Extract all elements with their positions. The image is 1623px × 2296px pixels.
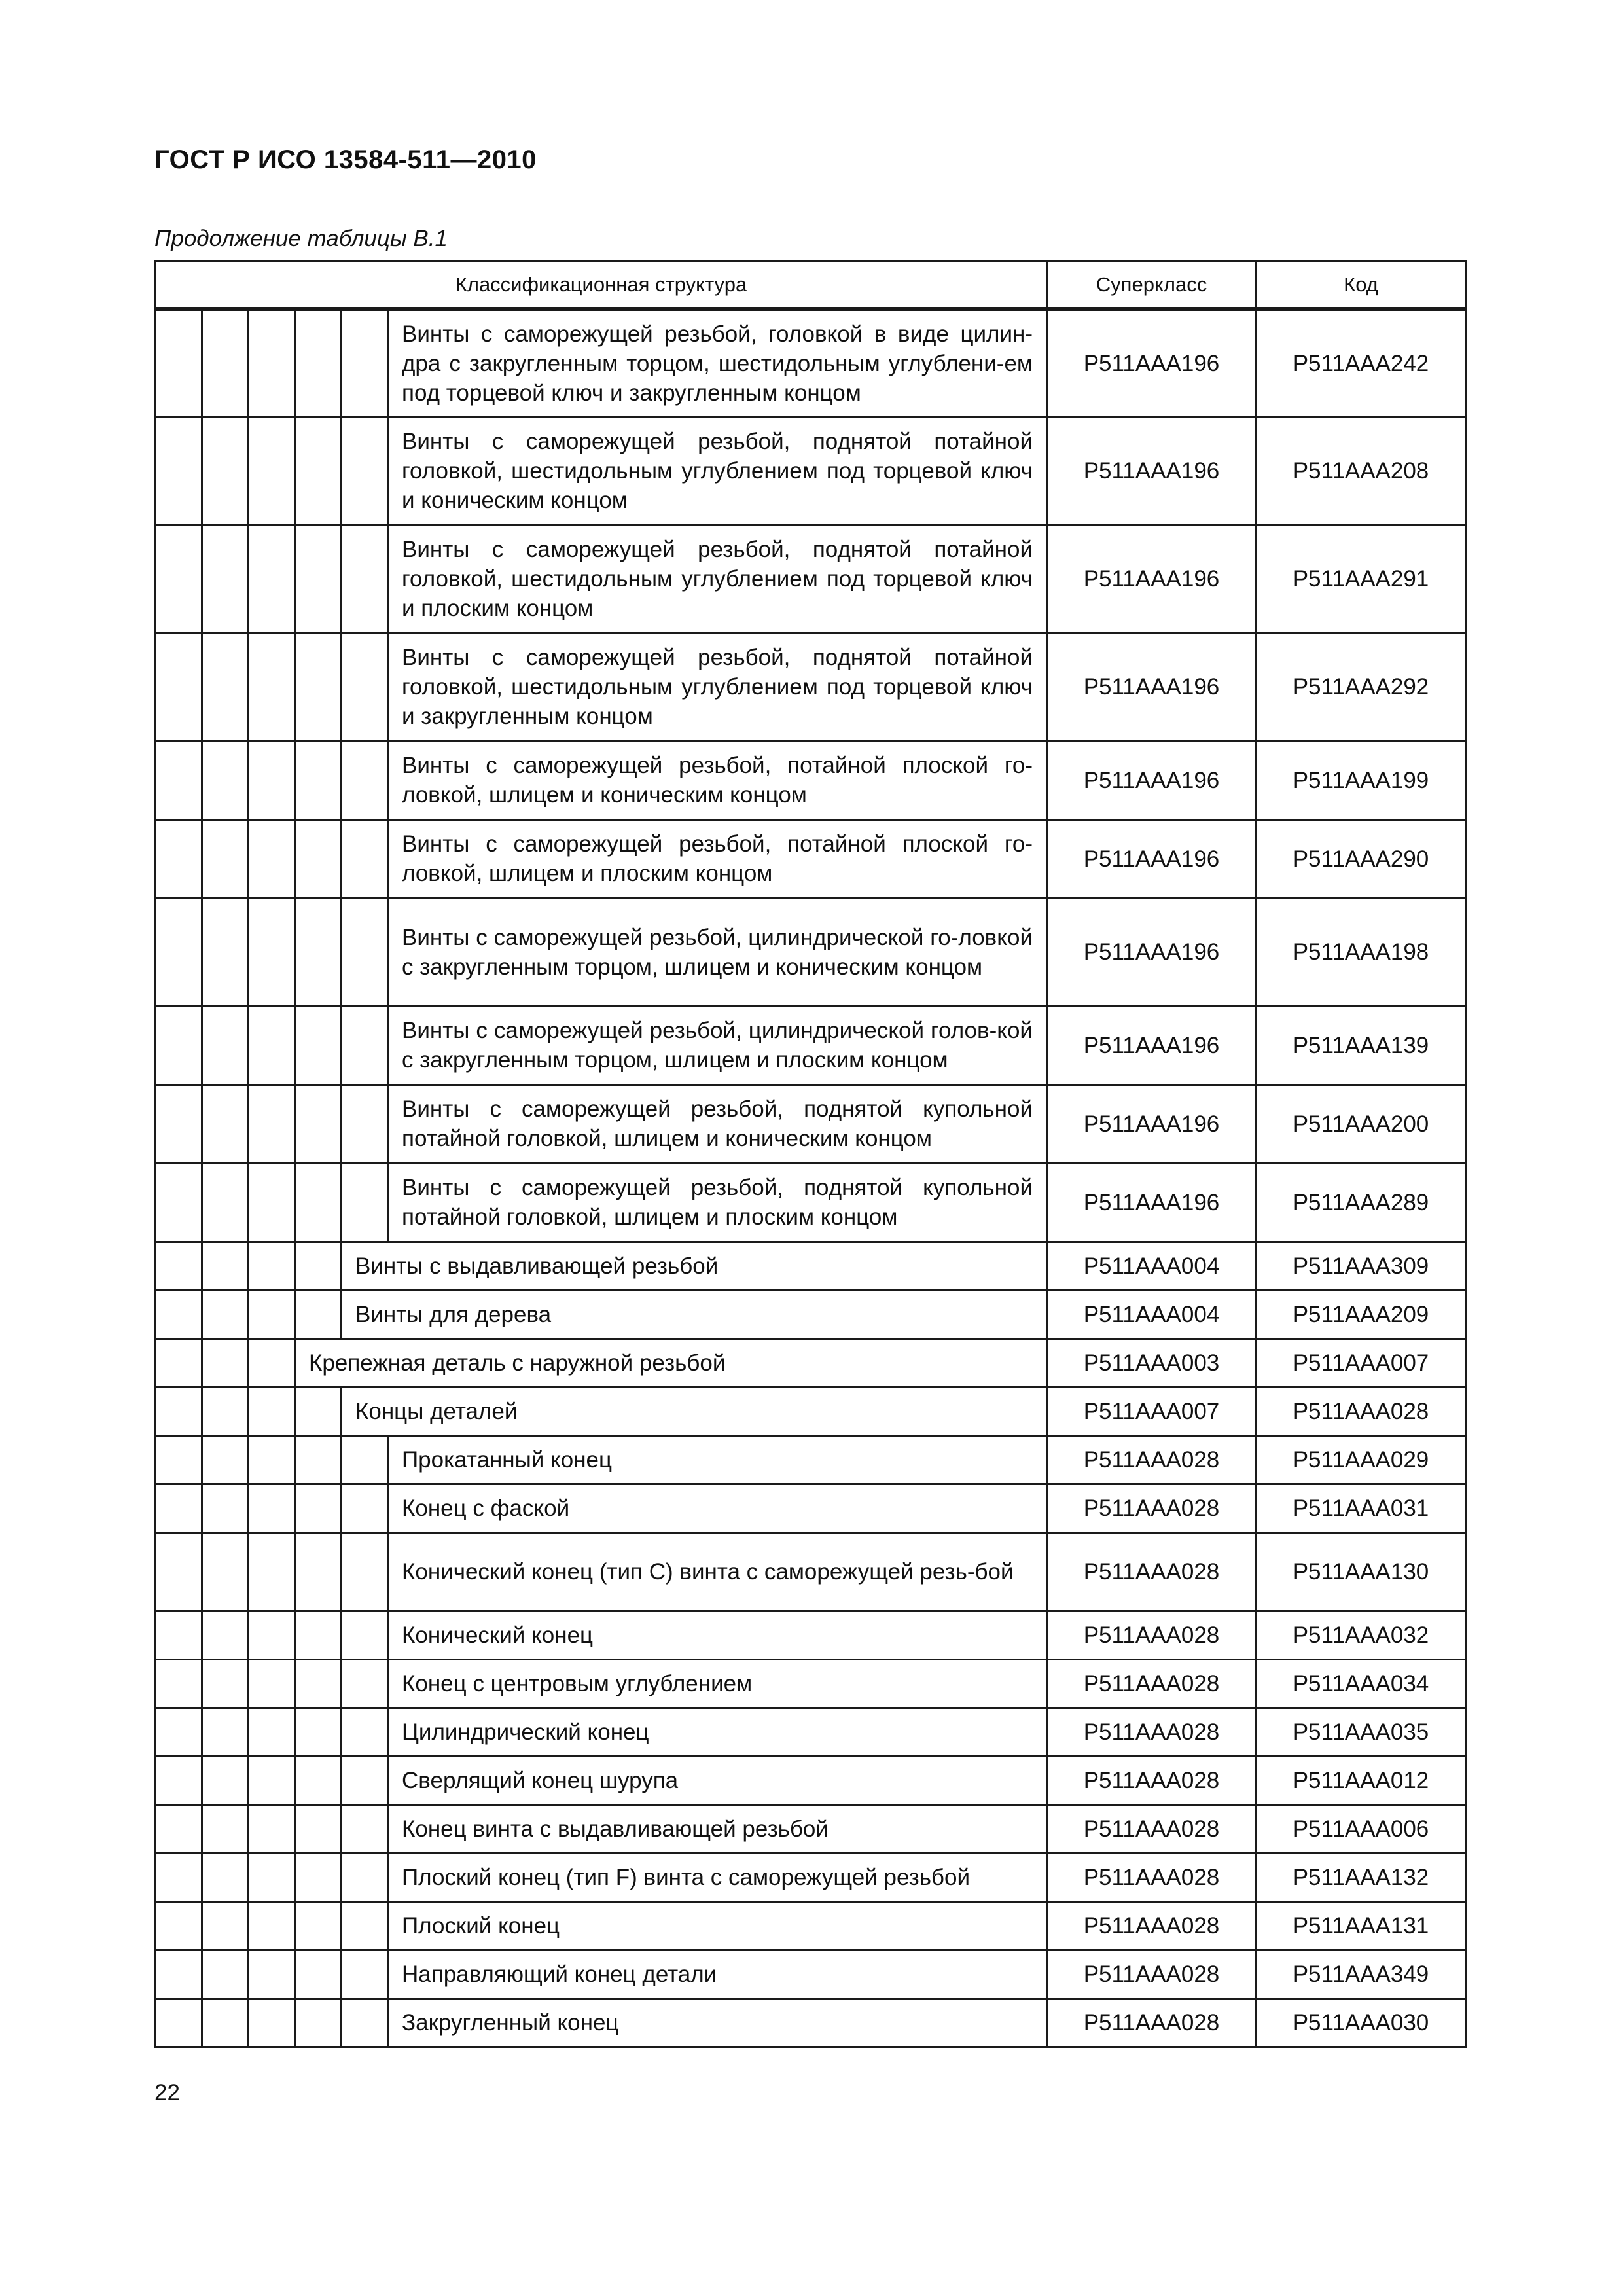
level-indent-cell: [249, 819, 295, 898]
level-indent-cell: [202, 1532, 249, 1611]
level-indent-cell: [156, 1611, 202, 1659]
level-indent-cell: [342, 309, 388, 417]
superclass-cell: P511AAA028: [1047, 1804, 1257, 1853]
level-indent-cell: [249, 1998, 295, 2047]
table-row: [156, 898, 1466, 1006]
superclass-cell: P511AAA028: [1047, 1756, 1257, 1804]
code-cell: P511AAA132: [1257, 1853, 1466, 1901]
level-indent-cell: [295, 1242, 342, 1290]
table-row: [156, 819, 1466, 898]
level-indent-cell: [342, 1611, 388, 1659]
level-indent-cell: [295, 1659, 342, 1708]
superclass-cell: P511AAA028: [1047, 1901, 1257, 1950]
level-indent-cell: [249, 1804, 295, 1853]
level-indent-cell: [249, 309, 295, 417]
level-indent-cell: [249, 1435, 295, 1484]
level-indent-cell: [342, 1006, 388, 1085]
table-row: [156, 633, 1466, 741]
class-name-cell: Сверлящий конец шурупа: [388, 1756, 1047, 1804]
class-name-cell: Плоский конец (тип F) винта с саморежущей резьбой: [388, 1853, 1047, 1901]
level-indent-cell: [156, 1338, 202, 1387]
level-indent-cell: [202, 525, 249, 633]
level-indent-cell: [202, 309, 249, 417]
class-name-cell: Винты с саморежущей резьбой, поднятой купольной потайной головкой, шлицем и коническим концом: [388, 1085, 1047, 1163]
level-indent-cell: [342, 1804, 388, 1853]
level-indent-cell: [156, 1998, 202, 2047]
code-cell: P511AAA208: [1257, 417, 1466, 525]
level-indent-cell: [202, 1006, 249, 1085]
level-indent-cell: [295, 1756, 342, 1804]
superclass-cell: P511AAA196: [1047, 525, 1257, 633]
code-cell: P511AAA131: [1257, 1901, 1466, 1950]
code-cell: P511AAA032: [1257, 1611, 1466, 1659]
table-row: [156, 525, 1466, 633]
level-indent-cell: [249, 1950, 295, 1998]
table-row: [156, 1163, 1466, 1242]
class-name-cell: Винты с саморежущей резьбой, поднятой купольной потайной головкой, шлицем и плоским концом: [388, 1163, 1047, 1242]
level-indent-cell: [202, 1901, 249, 1950]
level-indent-cell: [342, 1756, 388, 1804]
level-indent-cell: [249, 1532, 295, 1611]
table-row: [156, 1387, 1466, 1435]
superclass-cell: P511AAA007: [1047, 1387, 1257, 1435]
code-cell: P511AAA291: [1257, 525, 1466, 633]
table-row: [156, 1804, 1466, 1853]
table-row: [156, 1708, 1466, 1756]
level-indent-cell: [156, 633, 202, 741]
table-row: [156, 1006, 1466, 1085]
level-indent-cell: [202, 1242, 249, 1290]
level-indent-cell: [342, 1950, 388, 1998]
class-name-cell: Цилиндрический конец: [388, 1708, 1047, 1756]
level-indent-cell: [249, 1387, 295, 1435]
level-indent-cell: [342, 1998, 388, 2047]
level-indent-cell: [342, 1435, 388, 1484]
code-cell: P511AAA209: [1257, 1290, 1466, 1338]
level-indent-cell: [202, 741, 249, 819]
level-indent-cell: [202, 1163, 249, 1242]
superclass-cell: P511AAA028: [1047, 1435, 1257, 1484]
level-indent-cell: [342, 1708, 388, 1756]
class-name-cell: Конический конец: [388, 1611, 1047, 1659]
level-indent-cell: [249, 741, 295, 819]
level-indent-cell: [295, 1484, 342, 1532]
class-name-cell: Винты с саморежущей резьбой, головкой в виде цилин-дра с закругленным торцом, шестидольным углублени-ем под торцевой ключ и закругленным концом: [388, 309, 1047, 417]
level-indent-cell: [295, 1998, 342, 2047]
code-cell: P511AAA028: [1257, 1387, 1466, 1435]
level-indent-cell: [156, 1950, 202, 1998]
superclass-cell: P511AAA196: [1047, 1163, 1257, 1242]
level-indent-cell: [295, 1611, 342, 1659]
table-row: [156, 309, 1466, 417]
level-indent-cell: [295, 309, 342, 417]
level-indent-cell: [342, 1085, 388, 1163]
superclass-cell: P511AAA028: [1047, 1611, 1257, 1659]
class-name-cell: Конец с центровым углублением: [388, 1659, 1047, 1708]
code-cell: P511AAA030: [1257, 1998, 1466, 2047]
header-structure: Классификационная структура: [156, 262, 1047, 310]
superclass-cell: P511AAA028: [1047, 1950, 1257, 1998]
code-cell: P511AAA139: [1257, 1006, 1466, 1085]
class-name-cell: Концы деталей: [342, 1387, 1047, 1435]
level-indent-cell: [295, 1532, 342, 1611]
level-indent-cell: [156, 417, 202, 525]
superclass-cell: P511AAA028: [1047, 1659, 1257, 1708]
class-name-cell: Винты с саморежущей резьбой, цилиндрической голов-кой с закругленным торцом, шлицем и плоским концом: [388, 1006, 1047, 1085]
table-row: [156, 1484, 1466, 1532]
superclass-cell: P511AAA028: [1047, 1484, 1257, 1532]
code-cell: P511AAA198: [1257, 898, 1466, 1006]
level-indent-cell: [202, 1659, 249, 1708]
class-name-cell: Конец винта с выдавливающей резьбой: [388, 1804, 1047, 1853]
level-indent-cell: [295, 417, 342, 525]
superclass-cell: P511AAA004: [1047, 1290, 1257, 1338]
level-indent-cell: [156, 1435, 202, 1484]
level-indent-cell: [295, 1387, 342, 1435]
level-indent-cell: [202, 1853, 249, 1901]
level-indent-cell: [249, 1853, 295, 1901]
superclass-cell: P511AAA028: [1047, 1532, 1257, 1611]
table-row: [156, 1290, 1466, 1338]
level-indent-cell: [156, 1006, 202, 1085]
level-indent-cell: [342, 633, 388, 741]
table-row: [156, 1901, 1466, 1950]
level-indent-cell: [295, 1901, 342, 1950]
code-cell: P511AAA006: [1257, 1804, 1466, 1853]
table-row: [156, 1998, 1466, 2047]
level-indent-cell: [342, 525, 388, 633]
level-indent-cell: [249, 1901, 295, 1950]
superclass-cell: P511AAA028: [1047, 1998, 1257, 2047]
level-indent-cell: [342, 1532, 388, 1611]
level-indent-cell: [249, 1163, 295, 1242]
code-cell: P511AAA130: [1257, 1532, 1466, 1611]
class-name-cell: Винты для дерева: [342, 1290, 1047, 1338]
superclass-cell: P511AAA003: [1047, 1338, 1257, 1387]
level-indent-cell: [202, 819, 249, 898]
classification-table: [154, 260, 1467, 2048]
code-cell: P511AAA012: [1257, 1756, 1466, 1804]
code-cell: P511AAA242: [1257, 309, 1466, 417]
level-indent-cell: [295, 1085, 342, 1163]
level-indent-cell: [202, 1804, 249, 1853]
code-cell: P511AAA007: [1257, 1338, 1466, 1387]
level-indent-cell: [156, 1085, 202, 1163]
level-indent-cell: [202, 1998, 249, 2047]
level-indent-cell: [202, 1387, 249, 1435]
level-indent-cell: [249, 1085, 295, 1163]
level-indent-cell: [156, 1708, 202, 1756]
level-indent-cell: [249, 1242, 295, 1290]
level-indent-cell: [295, 1708, 342, 1756]
level-indent-cell: [342, 1901, 388, 1950]
table-row: [156, 1338, 1466, 1387]
superclass-cell: P511AAA196: [1047, 417, 1257, 525]
level-indent-cell: [295, 1435, 342, 1484]
level-indent-cell: [295, 1804, 342, 1853]
level-indent-cell: [202, 1338, 249, 1387]
level-indent-cell: [342, 1484, 388, 1532]
level-indent-cell: [156, 1163, 202, 1242]
class-name-cell: Закругленный конец: [388, 1998, 1047, 2047]
level-indent-cell: [156, 1242, 202, 1290]
level-indent-cell: [342, 1853, 388, 1901]
level-indent-cell: [342, 898, 388, 1006]
level-indent-cell: [156, 741, 202, 819]
code-cell: P511AAA349: [1257, 1950, 1466, 1998]
level-indent-cell: [202, 1611, 249, 1659]
level-indent-cell: [295, 1950, 342, 1998]
level-indent-cell: [249, 1338, 295, 1387]
superclass-cell: P511AAA196: [1047, 741, 1257, 819]
level-indent-cell: [156, 525, 202, 633]
table-header-row: [156, 262, 1466, 310]
superclass-cell: P511AAA196: [1047, 1085, 1257, 1163]
level-indent-cell: [156, 1756, 202, 1804]
level-indent-cell: [342, 819, 388, 898]
level-indent-cell: [156, 819, 202, 898]
class-name-cell: Винты с саморежущей резьбой, потайной плоской го-ловкой, шлицем и плоским концом: [388, 819, 1047, 898]
table-row: [156, 1532, 1466, 1611]
class-name-cell: Конический конец (тип С) винта с саморежущей резь-бой: [388, 1532, 1047, 1611]
class-name-cell: Винты с саморежущей резьбой, поднятой потайной головкой, шестидольным углублением под торцевой ключ и закругленным концом: [388, 633, 1047, 741]
level-indent-cell: [156, 1659, 202, 1708]
level-indent-cell: [295, 1006, 342, 1085]
level-indent-cell: [156, 1387, 202, 1435]
table-row: [156, 417, 1466, 525]
level-indent-cell: [249, 1290, 295, 1338]
level-indent-cell: [202, 1708, 249, 1756]
level-indent-cell: [342, 1659, 388, 1708]
level-indent-cell: [249, 1659, 295, 1708]
code-cell: P511AAA309: [1257, 1242, 1466, 1290]
level-indent-cell: [342, 741, 388, 819]
level-indent-cell: [202, 1484, 249, 1532]
level-indent-cell: [295, 1290, 342, 1338]
level-indent-cell: [156, 1290, 202, 1338]
level-indent-cell: [202, 1085, 249, 1163]
table-row: [156, 1950, 1466, 1998]
level-indent-cell: [156, 1532, 202, 1611]
class-name-cell: Конец с фаской: [388, 1484, 1047, 1532]
level-indent-cell: [249, 1006, 295, 1085]
level-indent-cell: [249, 1756, 295, 1804]
level-indent-cell: [249, 633, 295, 741]
code-cell: P511AAA031: [1257, 1484, 1466, 1532]
superclass-cell: P511AAA028: [1047, 1853, 1257, 1901]
level-indent-cell: [295, 1163, 342, 1242]
superclass-cell: P511AAA196: [1047, 633, 1257, 741]
level-indent-cell: [202, 1435, 249, 1484]
class-name-cell: Винты с саморежущей резьбой, поднятой потайной головкой, шестидольным углублением под торцевой ключ и коническим концом: [388, 417, 1047, 525]
level-indent-cell: [249, 1611, 295, 1659]
level-indent-cell: [249, 525, 295, 633]
code-cell: P511AAA029: [1257, 1435, 1466, 1484]
class-name-cell: Винты с саморежущей резьбой, цилиндрической го-ловкой с закругленным торцом, шлицем и коническим концом: [388, 898, 1047, 1006]
level-indent-cell: [295, 525, 342, 633]
table-row: [156, 1611, 1466, 1659]
level-indent-cell: [342, 1163, 388, 1242]
table-row: [156, 1242, 1466, 1290]
level-indent-cell: [295, 898, 342, 1006]
class-name-cell: Крепежная деталь с наружной резьбой: [295, 1338, 1047, 1387]
level-indent-cell: [249, 417, 295, 525]
superclass-cell: P511AAA196: [1047, 819, 1257, 898]
level-indent-cell: [249, 898, 295, 1006]
superclass-cell: P511AAA004: [1047, 1242, 1257, 1290]
table-row: [156, 1659, 1466, 1708]
level-indent-cell: [295, 633, 342, 741]
class-name-cell: Плоский конец: [388, 1901, 1047, 1950]
table-row: [156, 1085, 1466, 1163]
code-cell: P511AAA289: [1257, 1163, 1466, 1242]
level-indent-cell: [202, 1950, 249, 1998]
document-title: ГОСТ Р ИСО 13584-511—2010: [154, 145, 537, 174]
page-number: 22: [154, 2080, 180, 2106]
level-indent-cell: [156, 309, 202, 417]
level-indent-cell: [202, 417, 249, 525]
level-indent-cell: [249, 1708, 295, 1756]
class-name-cell: Винты с саморежущей резьбой, потайной плоской го-ловкой, шлицем и коническим концом: [388, 741, 1047, 819]
superclass-cell: P511AAA196: [1047, 1006, 1257, 1085]
table-caption: Продолжение таблицы В.1: [154, 226, 448, 251]
level-indent-cell: [342, 417, 388, 525]
level-indent-cell: [202, 633, 249, 741]
superclass-cell: P511AAA028: [1047, 1708, 1257, 1756]
code-cell: P511AAA200: [1257, 1085, 1466, 1163]
table-row: [156, 1853, 1466, 1901]
table-row: [156, 1756, 1466, 1804]
level-indent-cell: [156, 1901, 202, 1950]
class-name-cell: Винты с саморежущей резьбой, поднятой потайной головкой, шестидольным углублением под торцевой ключ и плоским концом: [388, 525, 1047, 633]
class-name-cell: Винты с выдавливающей резьбой: [342, 1242, 1047, 1290]
superclass-cell: P511AAA196: [1047, 309, 1257, 417]
level-indent-cell: [202, 1756, 249, 1804]
header-code: Код: [1257, 262, 1466, 310]
table-row: [156, 741, 1466, 819]
code-cell: P511AAA292: [1257, 633, 1466, 741]
code-cell: P511AAA034: [1257, 1659, 1466, 1708]
header-superclass: Суперкласс: [1047, 262, 1257, 310]
level-indent-cell: [156, 898, 202, 1006]
class-name-cell: Направляющий конец детали: [388, 1950, 1047, 1998]
code-cell: P511AAA199: [1257, 741, 1466, 819]
level-indent-cell: [202, 1290, 249, 1338]
level-indent-cell: [156, 1853, 202, 1901]
code-cell: P511AAA035: [1257, 1708, 1466, 1756]
class-name-cell: Прокатанный конец: [388, 1435, 1047, 1484]
level-indent-cell: [156, 1804, 202, 1853]
superclass-cell: P511AAA196: [1047, 898, 1257, 1006]
level-indent-cell: [295, 1853, 342, 1901]
level-indent-cell: [295, 741, 342, 819]
level-indent-cell: [156, 1484, 202, 1532]
table-body: [156, 309, 1466, 2047]
level-indent-cell: [249, 1484, 295, 1532]
level-indent-cell: [202, 898, 249, 1006]
table-row: [156, 1435, 1466, 1484]
level-indent-cell: [295, 819, 342, 898]
code-cell: P511AAA290: [1257, 819, 1466, 898]
